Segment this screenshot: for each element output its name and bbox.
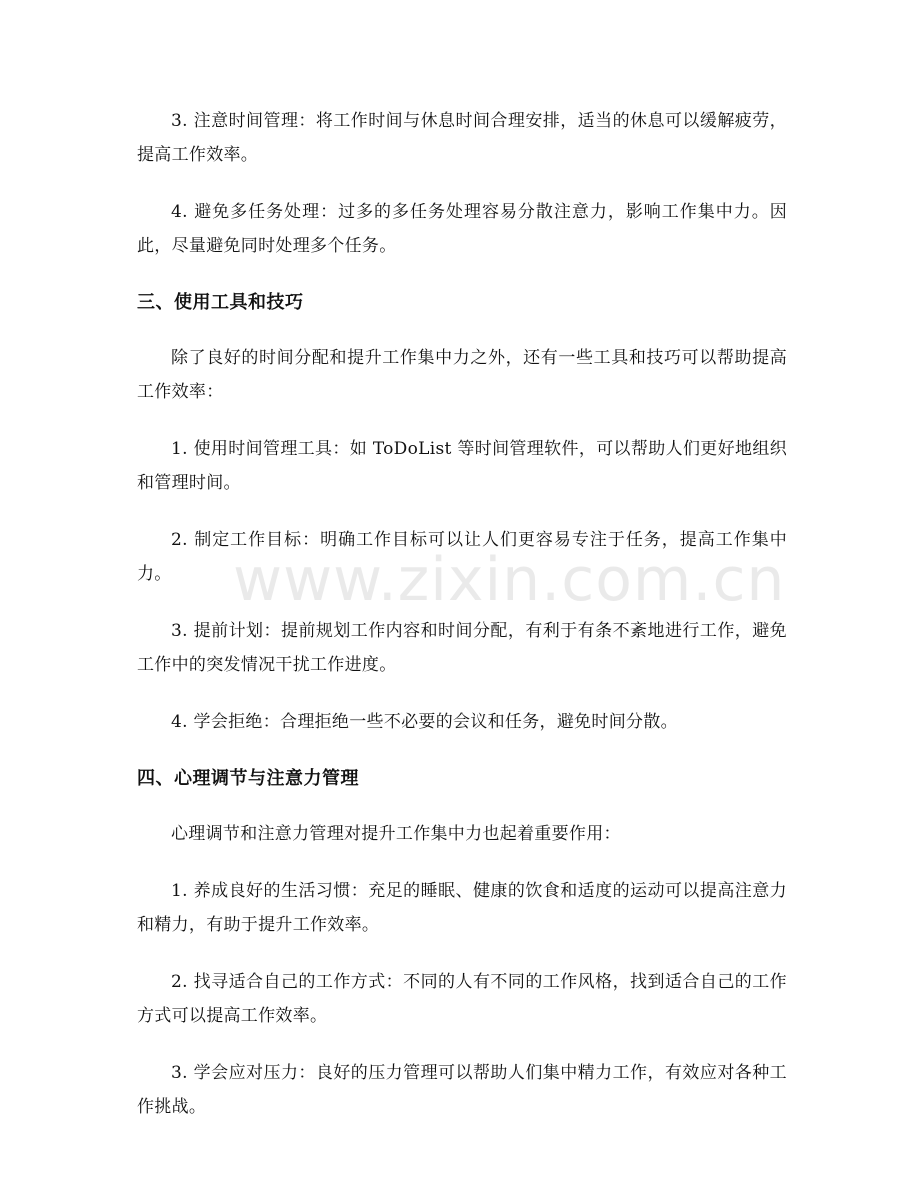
paragraph-tool-2: 2. 制定工作目标：明确工作目标可以让人们更容易专注于任务，提高工作集中力。 (137, 530, 787, 584)
paragraph-tool-1: 1. 使用时间管理工具：如 ToDoList 等时间管理软件，可以帮助人们更好地组织和管理时间。 (137, 439, 787, 493)
paragraph-tool-4: 4. 学会拒绝：合理拒绝一些不必要的会议和任务，避免时间分散。 (171, 712, 678, 732)
paragraph-tools-intro: 除了良好的时间分配和提升工作集中力之外，还有一些工具和技巧可以帮助提高工作效率： (137, 348, 787, 402)
paragraph-psychology-2: 2. 找寻适合自己的工作方式：不同的人有不同的工作风格，找到适合自己的工作方式可以提高工作效率。 (137, 972, 787, 1026)
paragraph-psychology-1: 1. 养成良好的生活习惯：充足的睡眠、健康的饮食和适度的运动可以提高注意力和精力，有助于提升工作效率。 (137, 881, 787, 935)
paragraph-avoid-multitasking: 4. 避免多任务处理：过多的多任务处理容易分散注意力，影响工作集中力。因此，尽量避免同时处理多个任务。 (137, 202, 787, 256)
paragraph-time-management: 3. 注意时间管理：将工作时间与休息时间合理安排，适当的休息可以缓解疲劳，提高工作效率。 (137, 111, 787, 165)
watermark-text: www.zixin.com.cn (233, 545, 786, 615)
section-heading-tools: 三、使用工具和技巧 (137, 292, 304, 313)
paragraph-psychology-intro: 心理调节和注意力管理对提升工作集中力也起着重要作用： (171, 824, 621, 844)
paragraph-tool-3: 3. 提前计划：提前规划工作内容和时间分配，有利于有条不紊地进行工作，避免工作中的突发情况干扰工作进度。 (137, 621, 787, 675)
section-heading-psychology: 四、心理调节与注意力管理 (137, 768, 359, 789)
document-body (137, 104, 787, 1147)
paragraph-psychology-3: 3. 学会应对压力：良好的压力管理可以帮助人们集中精力工作，有效应对各种工作挑战。 (137, 1063, 787, 1117)
